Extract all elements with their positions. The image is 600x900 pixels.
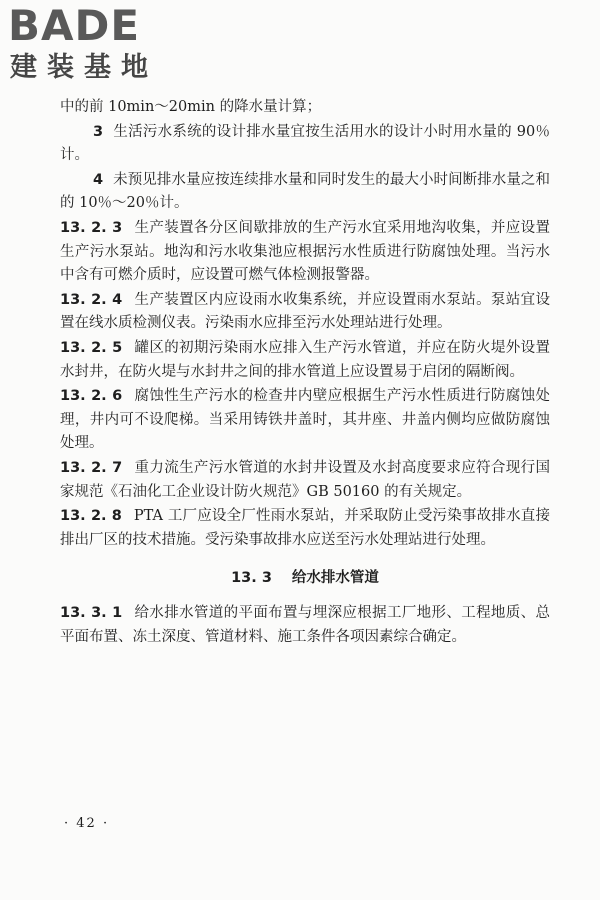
clause-13-2-8 xyxy=(60,505,550,552)
clause-13-3-1 xyxy=(60,602,550,649)
clause-text: 生产装置各分区间歇排放的生产污水宜采用地沟收集，并应设置生产污水泵站。地沟和污水收集池应根据污水性质进行防腐蚀处理。当污水中含有可燃介质时，应设置可燃气体检测报警器。 xyxy=(60,219,550,284)
clause-13-2-3 xyxy=(60,217,550,288)
bade-logo xyxy=(8,2,178,88)
list-item-4 xyxy=(60,169,550,216)
page-number: · 42 · xyxy=(64,816,110,831)
item-number: 4 xyxy=(93,171,104,188)
clause-number: 13. 2. 5 xyxy=(60,339,123,356)
logo-wordmark: BADE xyxy=(8,1,141,50)
clause-number: 13. 2. 6 xyxy=(60,388,123,405)
clause-text: 重力流生产污水管道的水封井设置及水封高度要求应符合现行国家规范《石油化工企业设计防火规范》GB 50160 的有关规定。 xyxy=(60,459,550,500)
clause-number: 13. 3. 1 xyxy=(60,605,123,622)
item-text: 生活污水系统的设计排水量宜按生活用水的设计小时用水量的 90％计。 xyxy=(60,123,550,164)
clause-number: 13. 2. 4 xyxy=(60,291,123,308)
section-number: 13. 3 xyxy=(231,570,272,587)
document-body xyxy=(60,96,550,649)
list-item-3 xyxy=(60,121,550,168)
section-title: 给水排水管道 xyxy=(291,570,379,587)
clause-number: 13. 2. 8 xyxy=(60,508,122,525)
clause-number: 13. 2. 7 xyxy=(60,459,123,476)
item-text: 未预见排水量应按连续排水量和同时发生的最大小时间断排水量之和的 10％～20％计。 xyxy=(60,171,550,212)
section-heading xyxy=(60,566,550,590)
clause-text: 腐蚀性生产污水的检查井内壁应根据生产污水性质进行防腐蚀处理，井内可不设爬梯。当采用铸铁井盖时，其井座、井盖内侧均应做防腐蚀处理。 xyxy=(60,388,550,452)
clause-13-2-7 xyxy=(60,457,550,504)
clause-text: 罐区的初期污染雨水应排入生产污水管道，并应在防火堤外设置水封井，在防火堤与水封井之间的排水管道上应设置易于启闭的隔断阀。 xyxy=(60,339,550,380)
paragraph-continuation xyxy=(60,96,550,120)
clause-text: 生产装置区内应设雨水收集系统，并应设置雨水泵站。泵站宜设置在线水质检测仪表。污染雨水应排至污水处理站进行处理。 xyxy=(60,291,550,332)
clause-text: 给水排水管道的平面布置与埋深应根据工厂地形、工程地质、总平面布置、冻土深度、管道材料、施工条件各项因素综合确定。 xyxy=(60,605,550,645)
clause-number: 13. 2. 3 xyxy=(60,219,123,236)
clause-13-2-5 xyxy=(60,337,550,384)
clause-13-2-6 xyxy=(60,385,550,456)
clause-13-2-4 xyxy=(60,289,550,336)
item-number: 3 xyxy=(93,123,104,140)
logo-chinese-text: 建装基地 xyxy=(10,52,158,83)
clause-text: PTA 工厂应设全厂性雨水泵站，并采取防止受污染事故排水直接排出厂区的技术措施。受污染事故排水应送至污水处理站进行处理。 xyxy=(60,508,550,548)
paragraph-text: 中的前 10min～20min 的降水量计算； xyxy=(60,99,322,115)
